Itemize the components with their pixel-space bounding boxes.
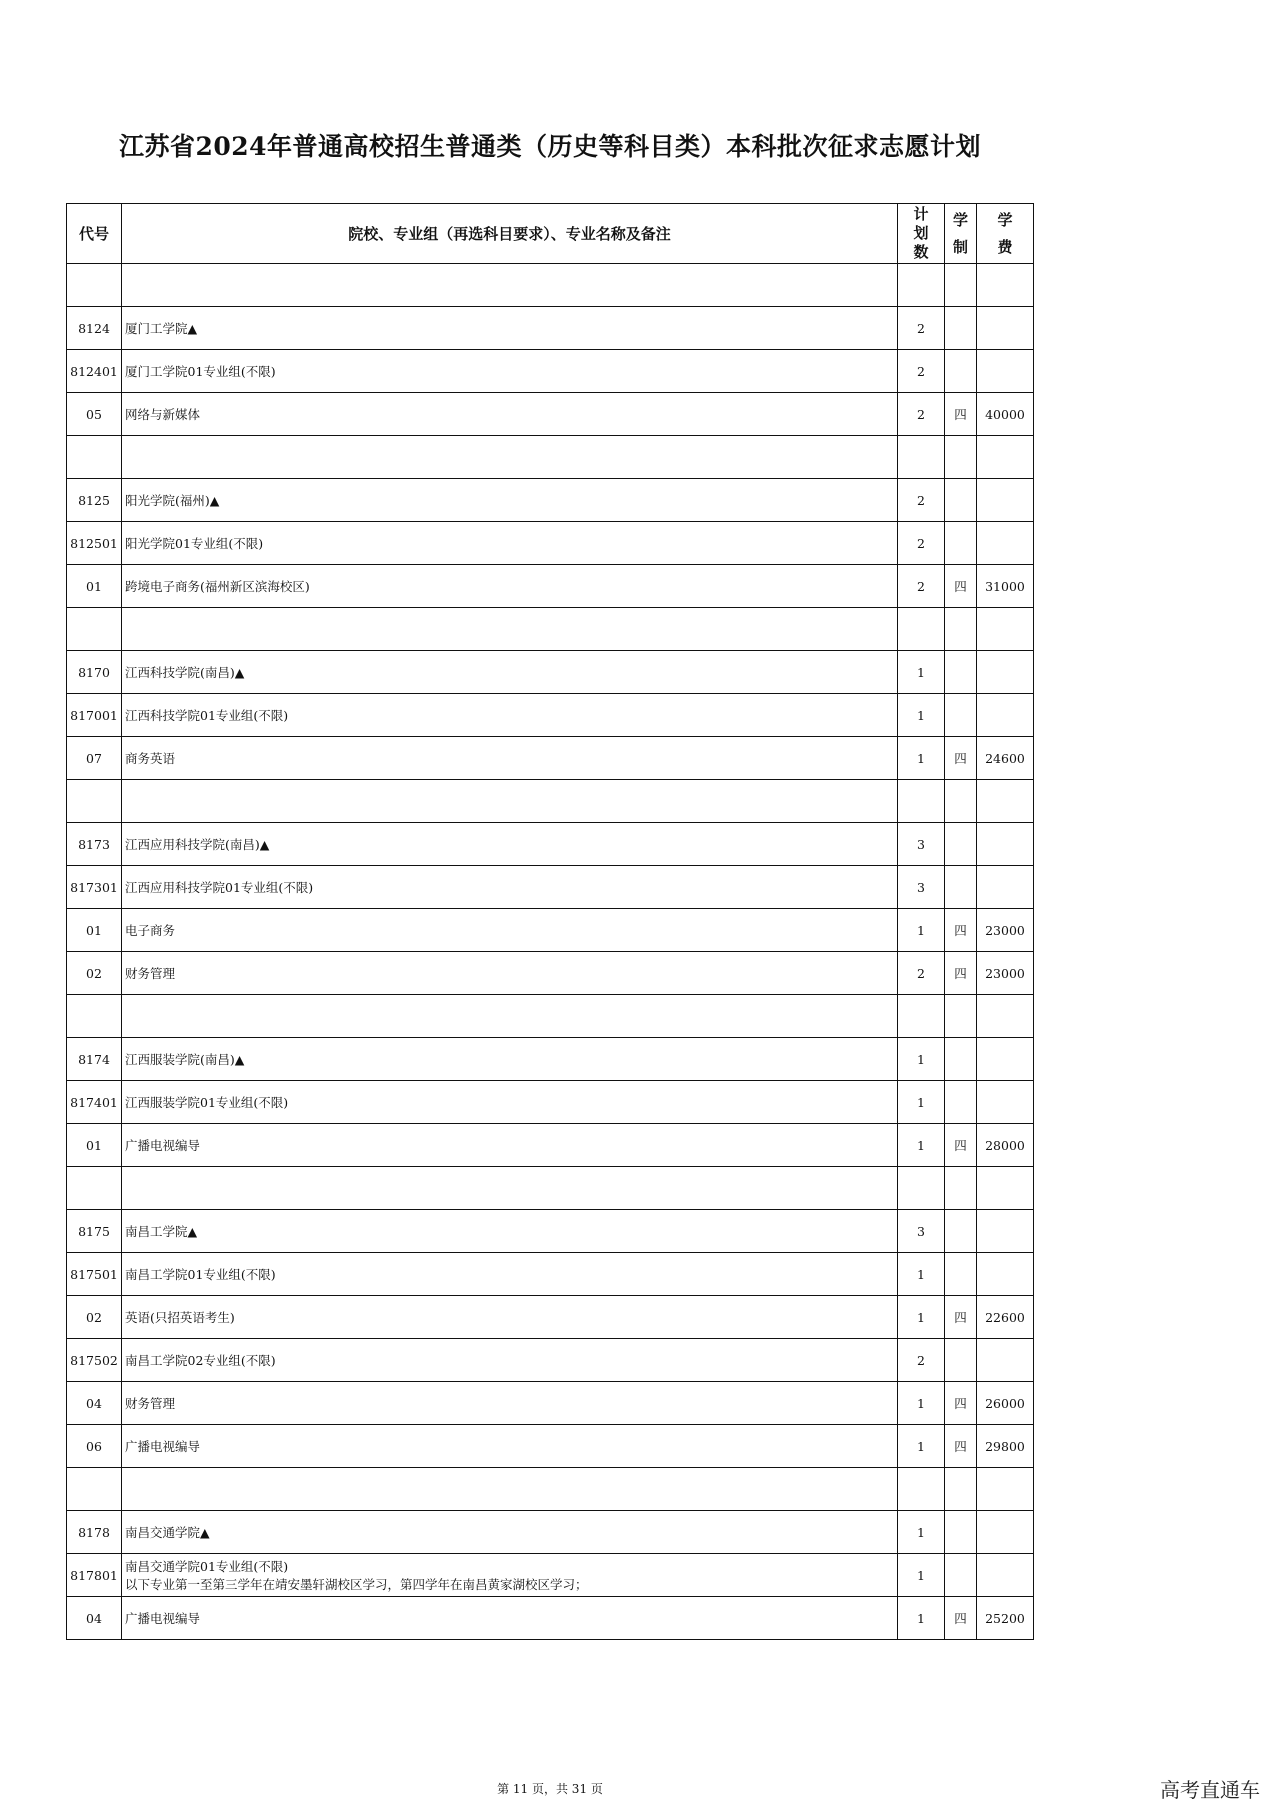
cell-fee [977, 1253, 1034, 1296]
header-fee [977, 204, 1034, 264]
cell-years [945, 522, 977, 565]
cell-fee [977, 522, 1034, 565]
cell-years [945, 1554, 977, 1597]
cell-name: 南昌工学院▲ [122, 1210, 898, 1253]
cell-fee [977, 1554, 1034, 1597]
cell-years: 四 [945, 737, 977, 780]
cell-years [945, 436, 977, 479]
cell-years [945, 1511, 977, 1554]
cell-fee [977, 651, 1034, 694]
table-row [67, 1038, 1034, 1081]
table-row [67, 1210, 1034, 1253]
cell-fee [977, 1468, 1034, 1511]
page-number: 第 11 页，共 31 页 [497, 1782, 603, 1796]
cell-plan: 2 [898, 393, 945, 436]
cell-fee [977, 1210, 1034, 1253]
cell-code: 817001 [67, 694, 122, 737]
cell-fee [977, 1038, 1034, 1081]
cell-fee: 28000 [977, 1124, 1034, 1167]
cell-name: 南昌工学院02专业组(不限) [122, 1339, 898, 1382]
cell-plan: 3 [898, 866, 945, 909]
cell-years: 四 [945, 952, 977, 995]
cell-name: 商务英语 [122, 737, 898, 780]
cell-name: 江西科技学院01专业组(不限) [122, 694, 898, 737]
cell-code [67, 1468, 122, 1511]
cell-plan: 1 [898, 1425, 945, 1468]
cell-fee [977, 995, 1034, 1038]
cell-code [67, 608, 122, 651]
cell-years [945, 1167, 977, 1210]
cell-plan: 1 [898, 1081, 945, 1124]
cell-code: 01 [67, 565, 122, 608]
cell-code: 817502 [67, 1339, 122, 1382]
cell-years [945, 866, 977, 909]
cell-fee [977, 694, 1034, 737]
cell-code: 817801 [67, 1554, 122, 1597]
table-row [67, 1167, 1034, 1210]
cell-fee [977, 866, 1034, 909]
header-code: 代号 [67, 204, 122, 264]
cell-plan: 2 [898, 565, 945, 608]
cell-name: 广播电视编导 [122, 1597, 898, 1640]
cell-fee [977, 1339, 1034, 1382]
cell-code [67, 436, 122, 479]
table-row [67, 307, 1034, 350]
cell-years: 四 [945, 909, 977, 952]
header-fee-char-1: 学 [997, 210, 1013, 229]
cell-fee [977, 264, 1034, 307]
cell-name: 英语(只招英语考生) [122, 1296, 898, 1339]
cell-code: 06 [67, 1425, 122, 1468]
table-row [67, 780, 1034, 823]
cell-plan: 3 [898, 823, 945, 866]
cell-years: 四 [945, 1425, 977, 1468]
cell-name: 财务管理 [122, 1382, 898, 1425]
cell-name: 南昌工学院01专业组(不限) [122, 1253, 898, 1296]
cell-name: 阳光学院01专业组(不限) [122, 522, 898, 565]
cell-fee: 26000 [977, 1382, 1034, 1425]
cell-plan [898, 436, 945, 479]
cell-name: 跨境电子商务(福州新区滨海校区) [122, 565, 898, 608]
header-plan-char-2: 划 [913, 224, 929, 242]
table-row [67, 436, 1034, 479]
table-row [67, 651, 1034, 694]
cell-code: 817401 [67, 1081, 122, 1124]
cell-years [945, 479, 977, 522]
cell-name: 阳光学院(福州)▲ [122, 479, 898, 522]
cell-name [122, 995, 898, 1038]
cell-plan: 1 [898, 1597, 945, 1640]
cell-plan: 1 [898, 1038, 945, 1081]
cell-plan: 2 [898, 1339, 945, 1382]
header-plan-char-1: 计 [913, 205, 929, 223]
document-title: 江苏省2024年普通高校招生普通类（历史等科目类）本科批次征求志愿计划 [118, 132, 982, 161]
table-row [67, 565, 1034, 608]
cell-code: 02 [67, 952, 122, 995]
table-row [67, 479, 1034, 522]
cell-fee [977, 1511, 1034, 1554]
cell-years [945, 995, 977, 1038]
cell-name [122, 1167, 898, 1210]
cell-years [945, 780, 977, 823]
cell-code: 812501 [67, 522, 122, 565]
cell-name [122, 1554, 898, 1597]
header-plan [898, 204, 945, 264]
cell-code: 8170 [67, 651, 122, 694]
cell-code: 02 [67, 1296, 122, 1339]
table-row [67, 1382, 1034, 1425]
table-row [67, 823, 1034, 866]
cell-code: 05 [67, 393, 122, 436]
header-fee-char-2: 费 [997, 237, 1013, 256]
cell-plan [898, 608, 945, 651]
cell-years [945, 694, 977, 737]
cell-plan: 2 [898, 350, 945, 393]
cell-plan: 1 [898, 1124, 945, 1167]
cell-years: 四 [945, 1382, 977, 1425]
cell-fee [977, 780, 1034, 823]
cell-fee: 29800 [977, 1425, 1034, 1468]
cell-code: 8124 [67, 307, 122, 350]
cell-years: 四 [945, 565, 977, 608]
cell-fee: 31000 [977, 565, 1034, 608]
cell-name: 广播电视编导 [122, 1425, 898, 1468]
cell-plan: 1 [898, 909, 945, 952]
enrollment-plan-table [66, 203, 1034, 1640]
cell-name: 江西服装学院(南昌)▲ [122, 1038, 898, 1081]
table-row [67, 608, 1034, 651]
cell-plan: 2 [898, 479, 945, 522]
cell-years: 四 [945, 1597, 977, 1640]
cell-name: 江西科技学院(南昌)▲ [122, 651, 898, 694]
cell-plan: 1 [898, 1382, 945, 1425]
cell-years [945, 823, 977, 866]
cell-years [945, 1253, 977, 1296]
table-row [67, 1081, 1034, 1124]
cell-code: 04 [67, 1382, 122, 1425]
table-row [67, 1124, 1034, 1167]
cell-name: 江西服装学院01专业组(不限) [122, 1081, 898, 1124]
cell-name: 厦门工学院▲ [122, 307, 898, 350]
table-row [67, 952, 1034, 995]
cell-plan [898, 995, 945, 1038]
header-years [945, 204, 977, 264]
cell-fee: 22600 [977, 1296, 1034, 1339]
cell-name: 江西应用科技学院(南昌)▲ [122, 823, 898, 866]
cell-code: 812401 [67, 350, 122, 393]
table-row [67, 1597, 1034, 1640]
cell-plan: 1 [898, 1253, 945, 1296]
table-row [67, 1425, 1034, 1468]
watermark: 高考直通车 [1160, 1778, 1260, 1802]
table-row [67, 350, 1034, 393]
cell-fee: 23000 [977, 952, 1034, 995]
cell-code [67, 780, 122, 823]
cell-years: 四 [945, 1296, 977, 1339]
cell-name [122, 780, 898, 823]
cell-name: 网络与新媒体 [122, 393, 898, 436]
table-row [67, 866, 1034, 909]
cell-years: 四 [945, 1124, 977, 1167]
cell-code [67, 264, 122, 307]
cell-fee: 40000 [977, 393, 1034, 436]
cell-code: 8173 [67, 823, 122, 866]
cell-fee: 25200 [977, 1597, 1034, 1640]
cell-plan: 3 [898, 1210, 945, 1253]
table-row [67, 909, 1034, 952]
cell-years [945, 1339, 977, 1382]
cell-code: 01 [67, 1124, 122, 1167]
cell-years [945, 307, 977, 350]
cell-name [122, 436, 898, 479]
cell-name: 财务管理 [122, 952, 898, 995]
header-years-char-2: 制 [952, 237, 968, 256]
cell-years [945, 1210, 977, 1253]
cell-plan: 2 [898, 522, 945, 565]
cell-code [67, 995, 122, 1038]
cell-code: 8125 [67, 479, 122, 522]
table-row [67, 522, 1034, 565]
cell-fee: 24600 [977, 737, 1034, 780]
cell-years [945, 264, 977, 307]
cell-plan: 1 [898, 694, 945, 737]
table-row [67, 1511, 1034, 1554]
cell-years [945, 1038, 977, 1081]
cell-fee [977, 350, 1034, 393]
cell-name [122, 264, 898, 307]
cell-code [67, 1167, 122, 1210]
cell-name [122, 608, 898, 651]
cell-name [122, 1468, 898, 1511]
table-row [67, 1554, 1034, 1597]
table-body [67, 264, 1034, 1640]
cell-fee [977, 436, 1034, 479]
cell-plan: 1 [898, 1511, 945, 1554]
table-row [67, 694, 1034, 737]
cell-fee [977, 479, 1034, 522]
table-header-row [67, 204, 1034, 264]
cell-years [945, 651, 977, 694]
table-row [67, 995, 1034, 1038]
cell-plan: 1 [898, 737, 945, 780]
cell-years [945, 1468, 977, 1511]
cell-name: 江西应用科技学院01专业组(不限) [122, 866, 898, 909]
cell-plan: 2 [898, 952, 945, 995]
cell-name: 广播电视编导 [122, 1124, 898, 1167]
cell-code: 817501 [67, 1253, 122, 1296]
cell-code: 8175 [67, 1210, 122, 1253]
cell-plan [898, 1468, 945, 1511]
cell-name-text: 南昌交通学院01专业组(不限) [125, 1559, 289, 1574]
cell-plan: 2 [898, 307, 945, 350]
cell-years: 四 [945, 393, 977, 436]
cell-name: 南昌交通学院▲ [122, 1511, 898, 1554]
header-name: 院校、专业组（再选科目要求）、专业名称及备注 [122, 204, 898, 264]
table-row [67, 1339, 1034, 1382]
table-row [67, 264, 1034, 307]
cell-fee [977, 307, 1034, 350]
cell-code: 01 [67, 909, 122, 952]
cell-name: 电子商务 [122, 909, 898, 952]
table-row [67, 393, 1034, 436]
cell-plan [898, 1167, 945, 1210]
cell-years [945, 350, 977, 393]
cell-note-text: 以下专业第一至第三学年在靖安墨轩湖校区学习，第四学年在南昌黄家湖校区学习； [125, 1577, 588, 1592]
cell-code: 8178 [67, 1511, 122, 1554]
cell-plan: 1 [898, 651, 945, 694]
cell-fee [977, 1081, 1034, 1124]
table-row [67, 1253, 1034, 1296]
cell-fee [977, 1167, 1034, 1210]
table-row [67, 1468, 1034, 1511]
cell-plan: 1 [898, 1554, 945, 1597]
table-row [67, 1296, 1034, 1339]
header-plan-char-3: 数 [913, 243, 929, 261]
header-years-char-1: 学 [952, 210, 968, 229]
cell-plan [898, 264, 945, 307]
cell-years [945, 608, 977, 651]
cell-name: 厦门工学院01专业组(不限) [122, 350, 898, 393]
cell-fee [977, 608, 1034, 651]
cell-code: 8174 [67, 1038, 122, 1081]
table-row [67, 737, 1034, 780]
cell-fee [977, 823, 1034, 866]
cell-years [945, 1081, 977, 1124]
cell-plan: 1 [898, 1296, 945, 1339]
cell-fee: 23000 [977, 909, 1034, 952]
cell-code: 817301 [67, 866, 122, 909]
cell-plan [898, 780, 945, 823]
cell-code: 07 [67, 737, 122, 780]
cell-code: 04 [67, 1597, 122, 1640]
